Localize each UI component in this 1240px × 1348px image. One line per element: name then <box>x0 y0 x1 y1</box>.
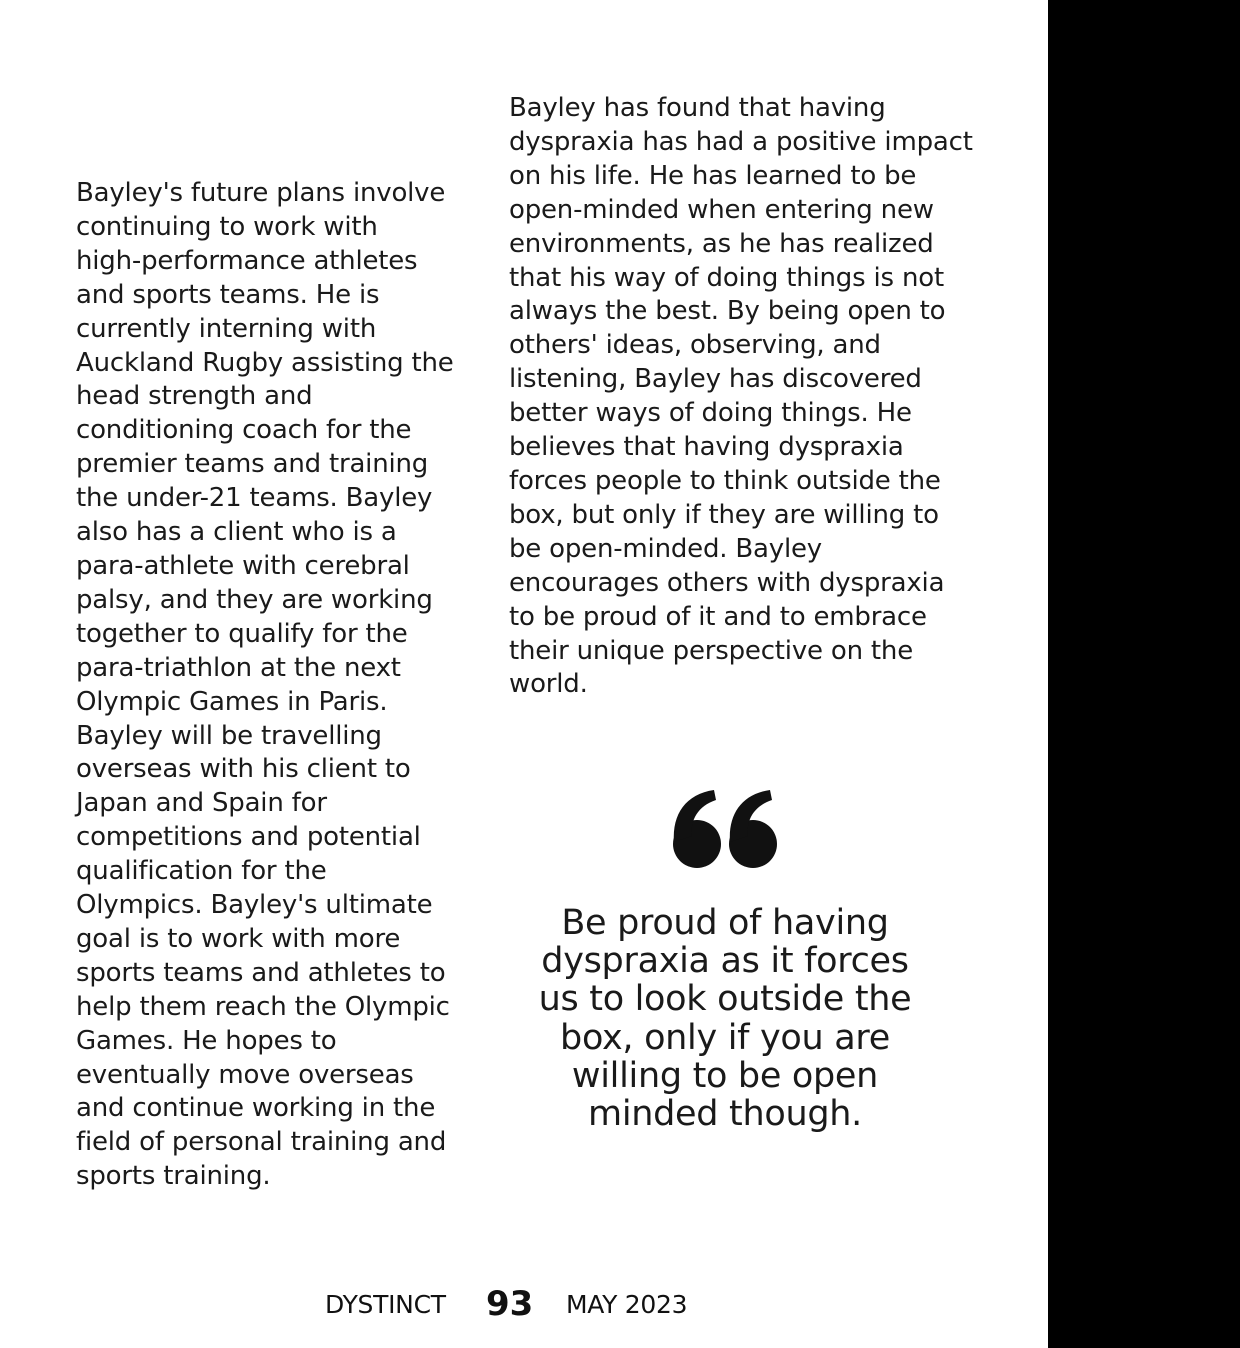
pull-quote: Be proud of having dyspraxia as it forces us to look outside the box, only if you are willing to be open minded though. <box>538 903 912 1135</box>
article-left-column: Bayley's future plans involve continuing to work with high-performance athletes and sports teams. He is currently interning with Auckland Rugby assisting the head strength and conditioning coach for the premier teams and training the under-21 teams. Bayley also has a client who is a para-athlete with cerebral palsy, and they are working together to qualify for the para-triathlon at the next Olympic Games in Paris. Bayley will be travelling overseas with his client to Japan and Spain for competitions and potential qualification for the Olympics. Bayley's ultimate goal is to work with more sports teams and athletes to help them reach the Olympic Games. He hopes to eventually move overseas and continue working in the field of personal training and sports training. <box>76 178 454 1192</box>
page-footer <box>0 1284 1048 1324</box>
issue-date: MAY 2023 <box>566 1290 688 1319</box>
side-strip <box>1048 0 1240 1348</box>
page-number: 93 <box>486 1284 534 1324</box>
article-right-column: Bayley has found that having dyspraxia has had a positive impact on his life. He has learned to be open-minded when entering new environments, as he has realized that his way of doing things is not always the best. By being open to others' ideas, observing, and listening, Bayley has discovered better ways of doing things. He believes that having dyspraxia forces people to think outside the box, but only if they are willing to be open-minded. Bayley encourages others with dyspraxia to be proud of it and to embrace their unique perspective on the world. <box>509 93 973 700</box>
magazine-name: DYSTINCT <box>325 1290 446 1319</box>
quote-icon <box>660 778 790 878</box>
